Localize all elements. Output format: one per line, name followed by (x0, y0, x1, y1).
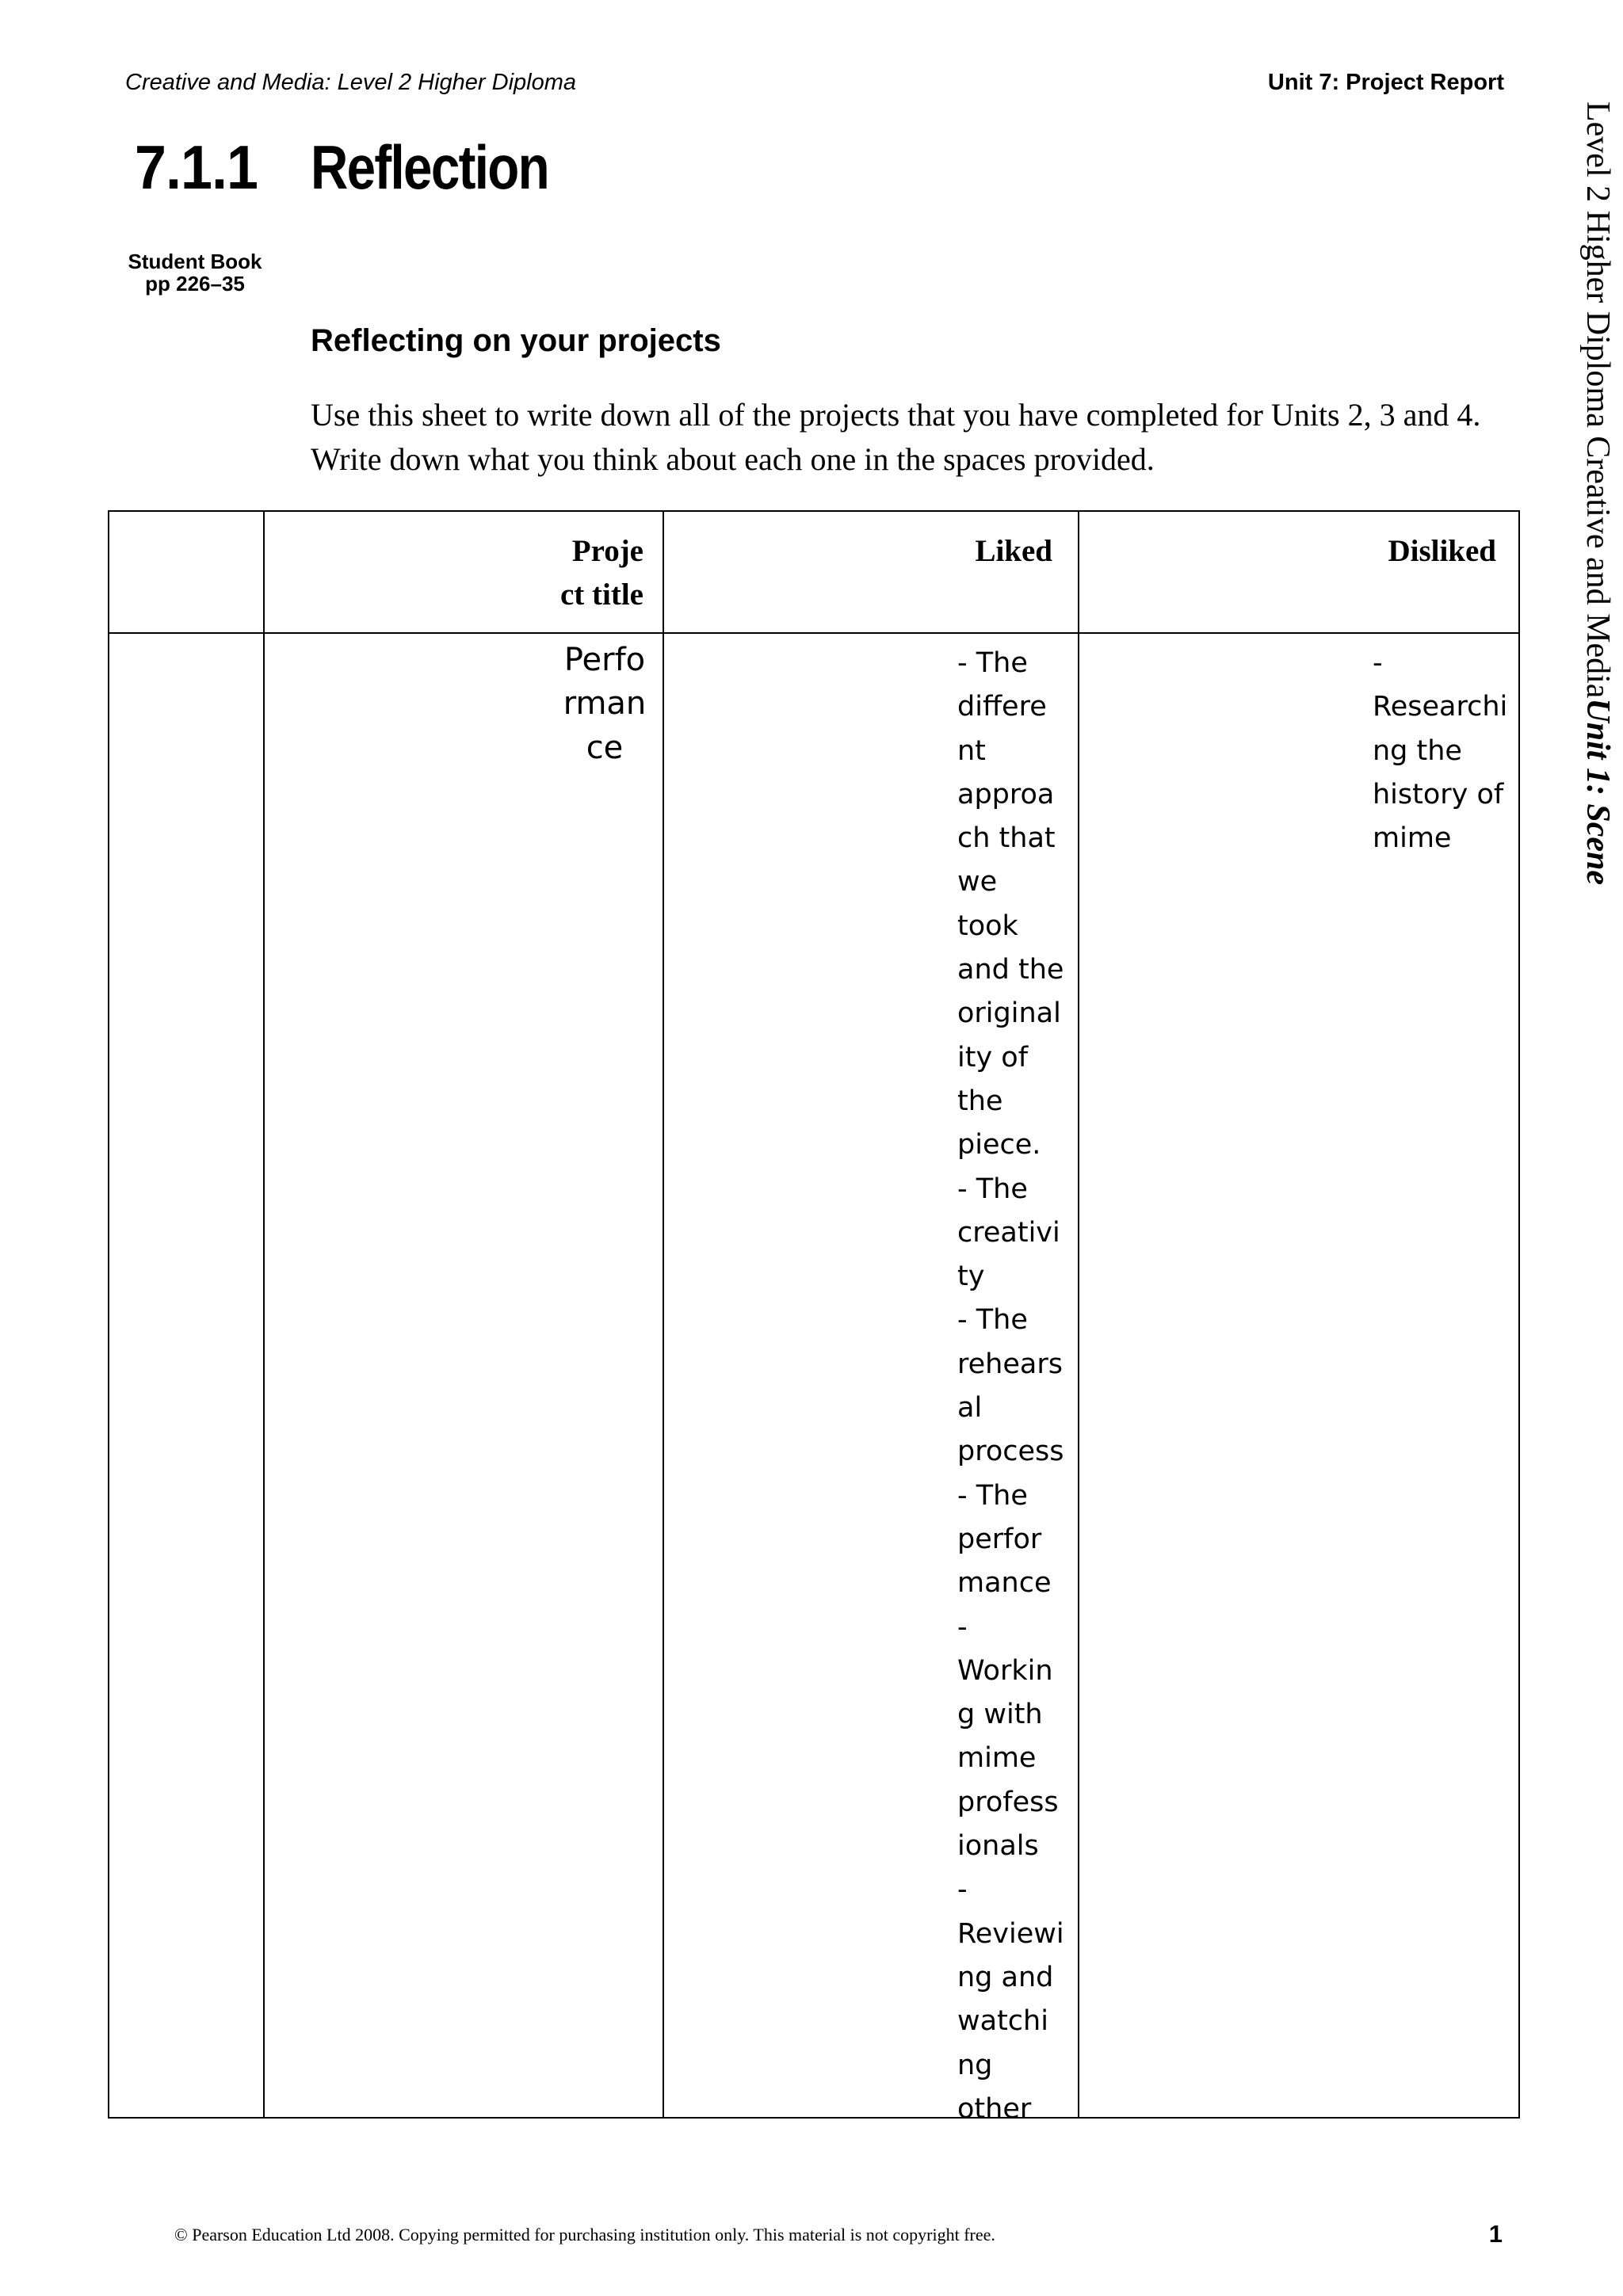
section-number: 7.1.1 (135, 132, 258, 202)
vertical-side-title (1579, 101, 1617, 894)
table-column-divider (663, 512, 664, 2117)
subheading: Reflecting on your projects (311, 323, 721, 358)
table-column-divider (263, 512, 265, 2117)
header-disliked: Disliked (1388, 534, 1496, 568)
running-header-right: Unit 7: Project Report (1267, 70, 1504, 95)
footer-copyright: © Pearson Education Ltd 2008. Copying permitted for purchasing institution only. This material is not copyright free. (174, 2225, 995, 2245)
header-project-title: Proje ct title (559, 534, 643, 612)
cell-liked: - The differe nt approa ch that we took and the original ity of the piece. - The creativi ty - The rehears al process - The perfor mance - Workin g with mime profess ionals - Reviewi ng and watchi ng other (957, 647, 1064, 2125)
intro-paragraph: Use this sheet to write down all of the projects that you have completed for Units 2, 3 and 4. Write down what you think about each one in the spaces provided. (311, 397, 1481, 477)
side-title-italic: Unit 1: Scene (1579, 698, 1616, 886)
reflection-table (108, 510, 1520, 2125)
cell-disliked: - Researchi ng the history of mime (1373, 647, 1508, 855)
side-title-normal: Level 2 Higher Diploma Creative and Media (1579, 101, 1616, 699)
student-book-reference (124, 250, 266, 295)
student-book-label: Student Book (128, 250, 262, 273)
section-title: Reflection (311, 132, 548, 202)
page-number: 1 (1488, 2220, 1503, 2248)
running-header-left: Creative and Media: Level 2 Higher Diploma (125, 70, 577, 95)
header-liked: Liked (975, 534, 1052, 568)
table-header-divider (109, 632, 1518, 634)
table-column-divider (1078, 512, 1079, 2117)
student-book-pages: pp 226–35 (145, 272, 245, 296)
cell-project-title: Perfo rman ce (563, 642, 647, 766)
